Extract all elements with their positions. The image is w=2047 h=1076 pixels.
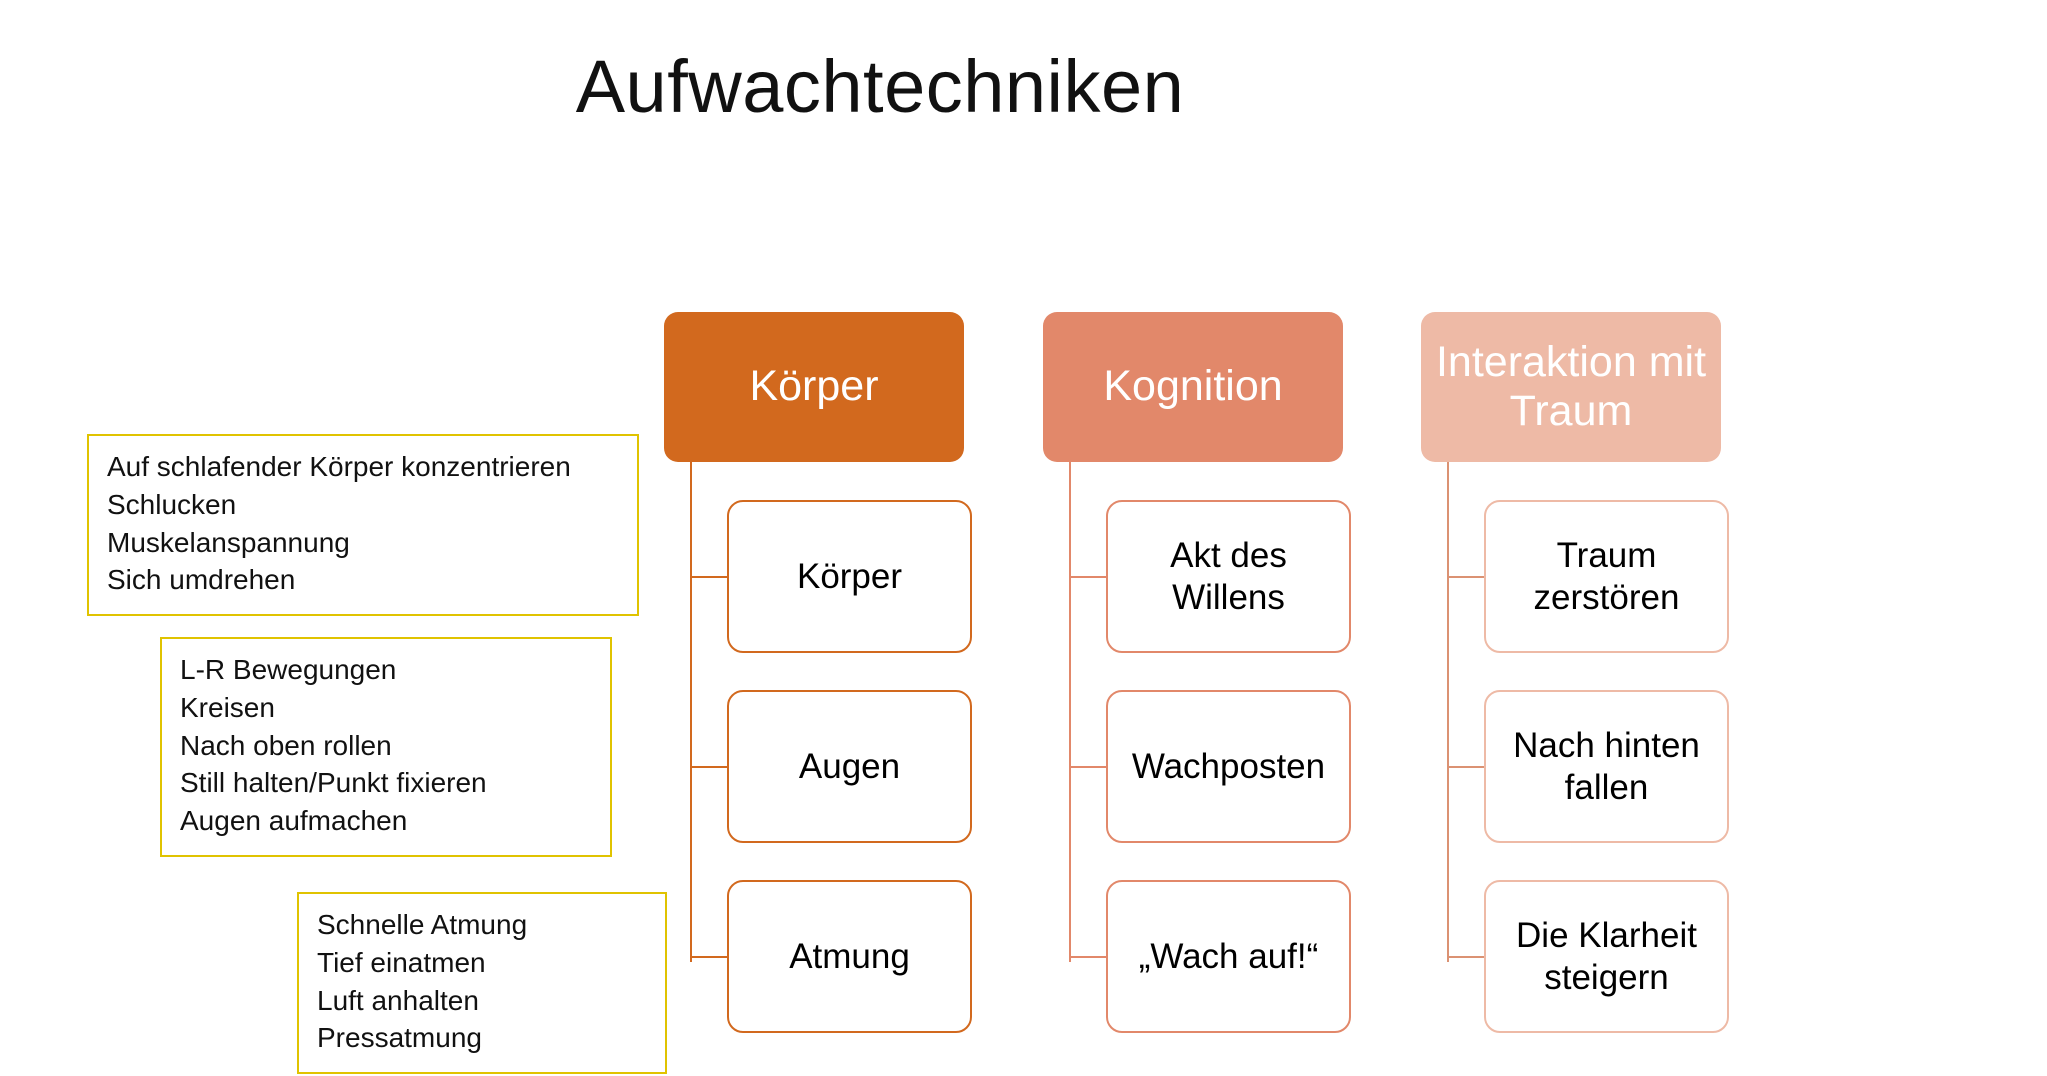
node-kognition-akt-des-willens[interactable]: Akt des Willens [1106, 500, 1351, 653]
connector-trunk-kognition [1069, 462, 1071, 962]
note-box-augen [160, 637, 612, 857]
note-line: Still halten/Punkt fixieren [180, 767, 487, 799]
note-line: L-R Bewegungen [180, 654, 397, 685]
connector-trunk-koerper [690, 462, 692, 962]
note-line: Augen aufmachen [180, 805, 408, 837]
connector-branch-kognition-2 [1069, 766, 1111, 768]
note-line: Schlucken [107, 488, 237, 520]
node-koerper-koerper[interactable]: Körper [727, 500, 972, 653]
connector-branch-interaktion-3 [1447, 956, 1489, 958]
column-header-kognition[interactable]: Kognition [1043, 312, 1343, 462]
note-line: Tief einatmen [317, 946, 486, 978]
note-line: Muskelanspannung [107, 526, 350, 558]
note-line: Auf schlafender Körper konzentrieren [107, 451, 571, 482]
page-title: Aufwachtechniken [575, 45, 1185, 128]
connector-trunk-interaktion [1447, 462, 1449, 962]
node-kognition-wachposten[interactable]: Wachposten [1106, 690, 1351, 843]
note-line: Pressatmung [317, 1022, 482, 1054]
connector-branch-koerper-3 [690, 956, 732, 958]
connector-branch-interaktion-2 [1447, 766, 1489, 768]
connector-branch-koerper-1 [690, 576, 732, 578]
node-kognition-wach-auf[interactable]: „Wach auf!“ [1106, 880, 1351, 1033]
node-koerper-atmung[interactable]: Atmung [727, 880, 972, 1033]
connector-branch-kognition-1 [1069, 576, 1111, 578]
connector-branch-koerper-2 [690, 766, 732, 768]
node-interaktion-die-klarheit-steigern[interactable]: Die Klarheit steigern [1484, 880, 1729, 1033]
node-koerper-augen[interactable]: Augen [727, 690, 972, 843]
node-interaktion-nach-hinten-fallen[interactable]: Nach hinten fallen [1484, 690, 1729, 843]
note-box-koerper [87, 434, 639, 616]
column-header-interaktion[interactable]: Interaktion mit Traum [1421, 312, 1721, 462]
connector-branch-kognition-3 [1069, 956, 1111, 958]
note-box-atmung [297, 892, 667, 1074]
column-kognition [1043, 312, 1343, 462]
column-koerper [664, 312, 964, 462]
column-header-koerper[interactable]: Körper [664, 312, 964, 462]
note-line: Schnelle Atmung [317, 909, 528, 940]
note-line: Luft anhalten [317, 984, 479, 1016]
column-interaktion [1421, 312, 1721, 462]
note-line: Sich umdrehen [107, 564, 296, 596]
note-line: Nach oben rollen [180, 729, 392, 761]
note-line: Kreisen [180, 691, 275, 723]
connector-branch-interaktion-1 [1447, 576, 1489, 578]
node-interaktion-traum-zerstoeren[interactable]: Traum zerstören [1484, 500, 1729, 653]
